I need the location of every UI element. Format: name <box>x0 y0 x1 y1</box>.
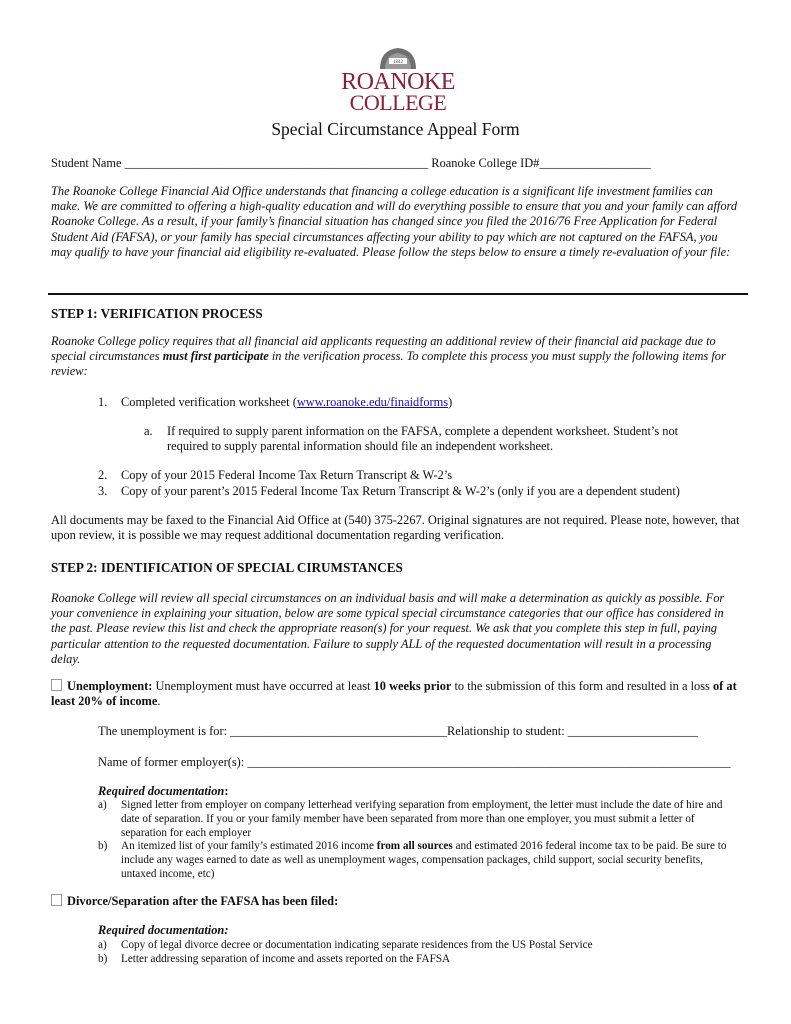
unemployment-text-b: to the submission of this form and resulted in a loss <box>451 679 713 693</box>
unemployment-required-label: Required documentation <box>98 784 225 798</box>
step2-intro: Roanoke College will review all special circumstances on an individual basis and will make a determination as quickly as possible. For your convenience in explaining your situation, below are some typical special circumstance categories that our office has considered in the past. Please review this list and check the appropriate reason(s) for your request. We ask that you complete this step in full, paying particular attention to the requested documentation. Failure to supply ALL of the requested documentation will result in a processing delay. <box>51 591 725 666</box>
divorce-label: Divorce/Separation after the FAFSA has been filed: <box>67 894 339 908</box>
step1-heading: STEP 1: VERIFICATION PROCESS <box>51 306 263 321</box>
divorce-doc-b-letter: b) <box>98 953 108 965</box>
student-name-id-line: Student Name _________________________________________________ Roanoke College ID#__________________ <box>51 156 651 170</box>
divorce-required-label: Required documentation: <box>98 923 229 937</box>
unemployment-bold-a: 10 weeks prior <box>373 679 452 693</box>
divorce-checkbox[interactable] <box>51 894 62 906</box>
step1-intro-bold: must first participate <box>162 349 269 364</box>
step1-item1-end: ) <box>448 395 453 409</box>
logo-college-text: COLLEGE <box>349 90 447 115</box>
unemployment-label: Unemployment: <box>67 679 153 693</box>
step1-intro-text-a: Roanoke College policy requires that all financial aid applicants requesting an additional review of their financial aid package due to special circumstances <box>51 334 716 364</box>
step1-item1-text: Completed verification worksheet ( <box>121 395 297 409</box>
divorce-section <box>51 894 338 909</box>
unemployment-relationship-field[interactable]: The unemployment is for: ___________________________________Relationship to student: _____________________ <box>98 724 698 738</box>
finaidforms-link[interactable]: www.roanoke.edu/finaidforms <box>296 395 449 409</box>
unemployment-bold-b: of at least 20% of income <box>51 679 737 709</box>
fax-instructions: All documents may be faxed to the Financial Aid Office at (540) 375-2267. Original signatures are not required. Please note, however, that upon review, it is possible we may request additional documentation regarding verification. <box>51 513 740 543</box>
seal-year: 1842 <box>393 60 403 65</box>
step1-item3-number: 3. <box>98 484 108 498</box>
unemployment-doc-a-letter: a) <box>98 799 107 811</box>
unemployment-doc-b-text-a: An itemized list of your family’s estimated 2016 income <box>121 840 377 852</box>
divorce-doc-a-letter: a) <box>98 939 107 951</box>
unemployment-doc-b-text <box>121 840 741 881</box>
unemployment-doc-b-bold: from all sources <box>376 840 453 852</box>
divorce-doc-b-text: Letter addressing separation of income and assets reported on the FAFSA <box>121 953 451 965</box>
former-employer-field[interactable]: Name of former employer(s): ______________________________________________________________________________ <box>98 755 731 769</box>
form-title: Special Circumstance Appeal Form <box>271 119 520 139</box>
step1-intro-text-b: in the verification process. To complete this process you must supply the following items for review: <box>51 349 726 379</box>
step1-item2-text: Copy of your 2015 Federal Income Tax Return Transcript & W-2’s <box>121 468 453 482</box>
roanoke-college-logo <box>335 46 461 120</box>
divorce-doc-a-text: Copy of legal divorce decree or documentation indicating separate residences from the US Postal Service <box>121 939 593 951</box>
college-seal-icon <box>377 46 419 70</box>
unemployment-section <box>51 679 741 709</box>
intro-paragraph: The Roanoke College Financial Aid Office understands that financing a college education is a significant life investment families can make. We are committed to offering a high-quality education and will do everything possible to ensure that you and your family can afford Roanoke College. As a result, if your family’s financial situation has changed since you filed the 2016/76 Free Application for Federal Student Aid (FAFSA), or your family has special circumstances affecting your ability to pay which are not captured on the FAFSA, you may qualify to have your financial aid eligibility re-evaluated. Please follow the steps below to ensure a timely re-evaluation of your file: <box>51 184 738 259</box>
step1-item1-number: 1. <box>98 395 108 409</box>
unemployment-doc-a-text: Signed letter from employer on company letterhead verifying separation from employment, the letter must include the date of hire and date of separation. If you or your family member have been separated from more than one employer, you must submit a letter of separation for each employer <box>121 799 723 839</box>
unemployment-required-docs <box>98 784 228 799</box>
unemployment-doc-b-letter: b) <box>98 840 108 852</box>
step1-item1a-letter: a. <box>144 424 153 438</box>
unemployment-required-colon: : <box>224 784 229 798</box>
step1-item2-number: 2. <box>98 468 108 482</box>
step1-intro <box>51 334 741 380</box>
step1-item3-text: Copy of your parent’s 2015 Federal Income Tax Return Transcript & W-2’s (only if you are a dependent student) <box>121 484 680 498</box>
unemployment-text-c: . <box>157 694 161 709</box>
step2-heading: STEP 2: IDENTIFICATION OF SPECIAL CIRUMSTANCES <box>51 560 403 575</box>
unemployment-text-a: Unemployment must have occurred at least <box>152 679 374 693</box>
section-divider <box>48 293 748 295</box>
step1-item1a-line2: required to supply parental information should file an independent worksheet. <box>167 439 554 453</box>
step1-item1 <box>121 395 452 410</box>
logo-roanoke-text: ROANOKE <box>341 69 455 95</box>
unemployment-doc-b-text-b: and estimated 2016 federal income tax to be paid. Be sure to include any wages earned to date as well as unemployment wages, compensation packages, child support, social security benefits, untaxed income, etc) <box>121 840 727 880</box>
step1-item1a-line1: If required to supply parent information on the FAFSA, complete a dependent worksheet. Student’s not <box>167 424 679 438</box>
unemployment-checkbox[interactable] <box>51 679 62 691</box>
